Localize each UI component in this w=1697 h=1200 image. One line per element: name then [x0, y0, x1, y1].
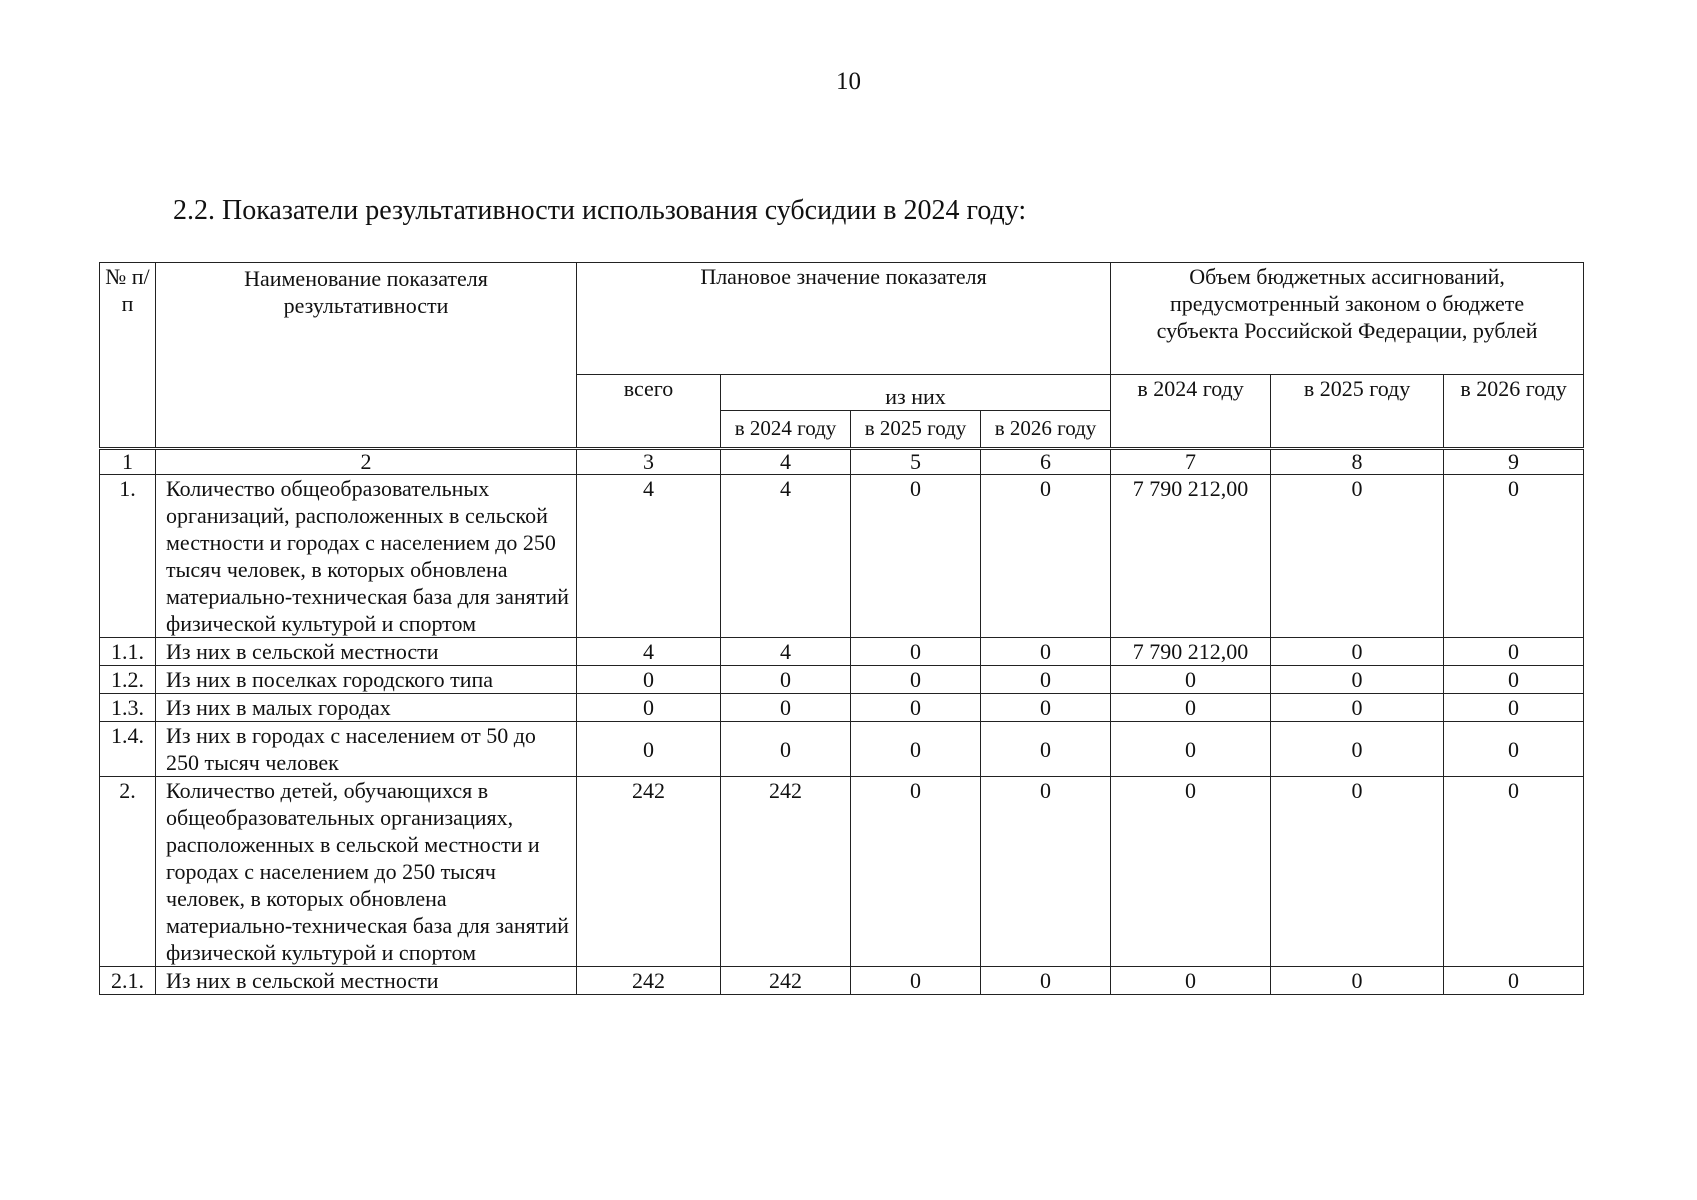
header-plan-year-2024: в 2024 году: [721, 411, 851, 449]
row-plan-2025: 0: [851, 722, 981, 777]
header-of-which: из них: [721, 375, 1111, 411]
row-total: 4: [577, 475, 721, 638]
row-num: 2.: [100, 777, 156, 967]
row-total: 242: [577, 777, 721, 967]
row-total: 0: [577, 666, 721, 694]
row-plan-2024: 0: [721, 722, 851, 777]
row-budget-2025: 0: [1271, 638, 1444, 666]
row-plan-2025: 0: [851, 475, 981, 638]
column-number: 8: [1271, 449, 1444, 475]
row-budget-2025: 0: [1271, 777, 1444, 967]
row-budget-2026: 0: [1444, 777, 1584, 967]
row-plan-2025: 0: [851, 666, 981, 694]
row-total: 242: [577, 967, 721, 995]
table-row: [100, 694, 1584, 722]
row-budget-2026: 0: [1444, 666, 1584, 694]
row-num: 1.1.: [100, 638, 156, 666]
row-name: Из них в городах с населением от 50 до 250 тысяч человек: [156, 722, 577, 777]
header-budget-year-2025: в 2025 году: [1271, 375, 1444, 449]
row-budget-2025: 0: [1271, 694, 1444, 722]
header-total: всего: [577, 375, 721, 449]
column-number: 4: [721, 449, 851, 475]
row-plan-2024: 4: [721, 475, 851, 638]
header-budget-group: Объем бюджетных ассигнований, предусмотренный законом о бюджете субъекта Российской Федерации, рублей: [1111, 263, 1584, 375]
table-row: [100, 475, 1584, 638]
row-budget-2025: 0: [1271, 475, 1444, 638]
row-budget-2026: 0: [1444, 638, 1584, 666]
row-name: Количество детей, обучающихся в общеобразовательных организациях, расположенных в сельской местности и городах с населением до 250 тысяч человек, в которых обновлена материально-техническая база для занятий физической культурой и спортом: [156, 777, 577, 967]
column-number: 1: [100, 449, 156, 475]
row-plan-2025: 0: [851, 694, 981, 722]
row-plan-2025: 0: [851, 777, 981, 967]
row-num: 2.1.: [100, 967, 156, 995]
row-budget-2026: 0: [1444, 694, 1584, 722]
row-name: Из них в сельской местности: [156, 638, 577, 666]
row-plan-2024: 4: [721, 638, 851, 666]
row-plan-2026: 0: [981, 722, 1111, 777]
table-row: [100, 777, 1584, 967]
row-plan-2026: 0: [981, 777, 1111, 967]
row-budget-2024: 0: [1111, 694, 1271, 722]
header-budget-year-2024: в 2024 году: [1111, 375, 1271, 449]
row-num: 1.4.: [100, 722, 156, 777]
row-total: 0: [577, 694, 721, 722]
row-budget-2024: 0: [1111, 967, 1271, 995]
row-budget-2025: 0: [1271, 666, 1444, 694]
row-budget-2026: 0: [1444, 722, 1584, 777]
row-plan-2024: 242: [721, 777, 851, 967]
row-plan-2026: 0: [981, 967, 1111, 995]
row-budget-2025: 0: [1271, 722, 1444, 777]
table-row: [100, 666, 1584, 694]
section-title: 2.2. Показатели результативности использования субсидии в 2024 году:: [173, 195, 1027, 226]
indicators-table: [99, 262, 1584, 995]
row-plan-2026: 0: [981, 694, 1111, 722]
column-number: 9: [1444, 449, 1584, 475]
row-plan-2024: 0: [721, 694, 851, 722]
row-budget-2026: 0: [1444, 967, 1584, 995]
column-number: 5: [851, 449, 981, 475]
table-row: [100, 638, 1584, 666]
header-plan-group: Плановое значение показателя: [577, 263, 1111, 375]
header-name: Наименование показателя результативности: [156, 263, 577, 449]
column-number: 7: [1111, 449, 1271, 475]
column-number: 2: [156, 449, 577, 475]
row-budget-2024: 7 790 212,00: [1111, 638, 1271, 666]
header-num: № п/п: [100, 263, 156, 449]
column-number: 3: [577, 449, 721, 475]
row-budget-2025: 0: [1271, 967, 1444, 995]
row-name: Из них в поселках городского типа: [156, 666, 577, 694]
header-plan-year-2026: в 2026 году: [981, 411, 1111, 449]
row-budget-2024: 0: [1111, 666, 1271, 694]
row-budget-2026: 0: [1444, 475, 1584, 638]
table-row: [100, 967, 1584, 995]
row-name: Из них в сельской местности: [156, 967, 577, 995]
column-number: 6: [981, 449, 1111, 475]
row-plan-2026: 0: [981, 475, 1111, 638]
row-plan-2026: 0: [981, 666, 1111, 694]
row-total: 4: [577, 638, 721, 666]
row-num: 1.2.: [100, 666, 156, 694]
row-num: 1.3.: [100, 694, 156, 722]
row-name: Из них в малых городах: [156, 694, 577, 722]
row-name: Количество общеобразовательных организаций, расположенных в сельской местности и городах с населением до 250 тысяч человек, в которых обновлена материально-техническая база для занятий физической культурой и спортом: [156, 475, 577, 638]
page-number: 10: [836, 68, 861, 95]
row-budget-2024: 0: [1111, 722, 1271, 777]
header-plan-year-2025: в 2025 году: [851, 411, 981, 449]
row-plan-2026: 0: [981, 638, 1111, 666]
row-plan-2024: 242: [721, 967, 851, 995]
row-budget-2024: 7 790 212,00: [1111, 475, 1271, 638]
row-plan-2025: 0: [851, 638, 981, 666]
column-number-row: [100, 449, 1584, 475]
row-plan-2024: 0: [721, 666, 851, 694]
table-row: [100, 722, 1584, 777]
row-total: 0: [577, 722, 721, 777]
row-budget-2024: 0: [1111, 777, 1271, 967]
row-num: 1.: [100, 475, 156, 638]
header-budget-year-2026: в 2026 году: [1444, 375, 1584, 449]
row-plan-2025: 0: [851, 967, 981, 995]
